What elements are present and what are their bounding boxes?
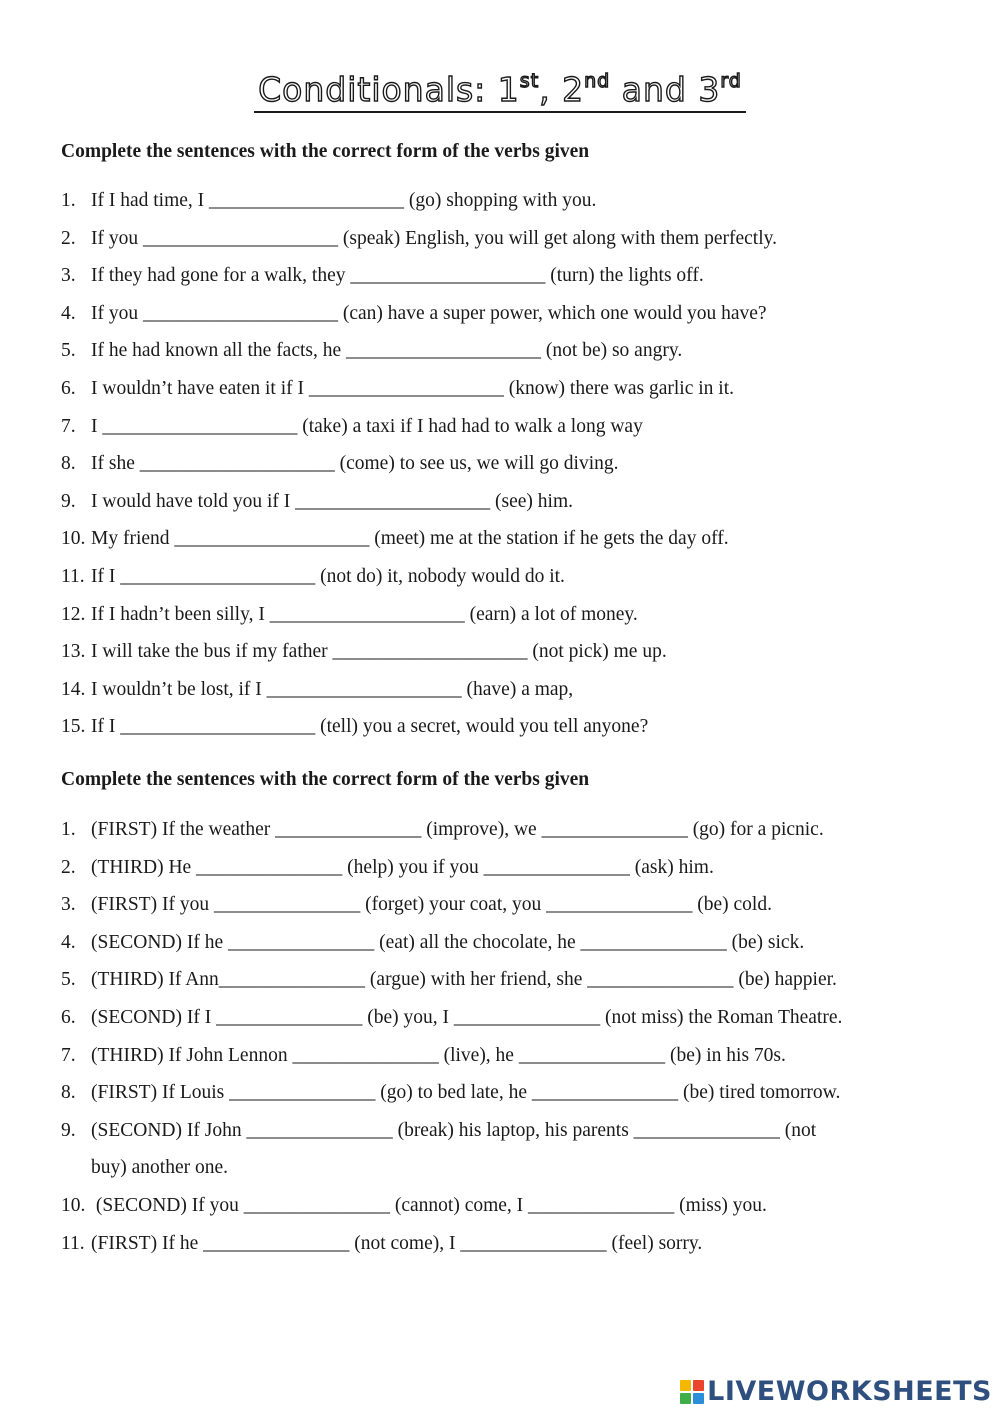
item-sentence: (FIRST) If Louis _______________ (go) to bed late, he _______________ (be) tired tomorrow. <box>91 1082 841 1104</box>
exercise-item <box>61 857 961 895</box>
item-number: 11. <box>61 1232 85 1254</box>
item-sentence: I would have told you if I ____________________ (see) him. <box>91 490 574 512</box>
item-number: 7. <box>61 1044 76 1066</box>
logo-square-1 <box>680 1380 691 1391</box>
logo-text: LIVEWORKSHEETS <box>707 1376 992 1407</box>
exercise-item <box>61 491 961 529</box>
exercise-item <box>61 340 961 378</box>
item-sentence: (FIRST) If the weather _______________ (improve), we _______________ (go) for a picnic. <box>91 819 824 840</box>
section-1-instruction: Complete the sentences with the correct form of the verbs given <box>61 141 590 162</box>
item-number: 10. <box>61 1195 86 1217</box>
item-sentence: I ____________________ (take) a taxi if I had had to walk a long way <box>91 415 643 437</box>
item-number: 12. <box>61 603 86 625</box>
item-number: 1. <box>61 190 76 211</box>
item-number: 4. <box>61 302 76 324</box>
item-number: 4. <box>61 931 76 953</box>
item-number: 1. <box>61 819 76 840</box>
item-number: 3. <box>61 265 76 287</box>
exercise-item <box>61 604 961 642</box>
item-sentence: If I had time, I ____________________ (go) shopping with you. <box>91 190 597 211</box>
exercise-item <box>61 894 961 932</box>
exercise-item <box>61 228 961 266</box>
item-sentence: If he had known all the facts, he ____________________ (not be) so angry. <box>91 340 683 362</box>
item-number: 9. <box>61 490 76 512</box>
exercise-item <box>61 819 961 857</box>
item-sentence: (SECOND) If I _______________ (be) you, I _______________ (not miss) the Roman Theatre. <box>91 1006 843 1028</box>
item-sentence: If you ____________________ (speak) English, you will get along with them perfectly. <box>91 227 777 249</box>
item-sentence: (SECOND) If you _______________ (cannot) come, I _______________ (miss) you. <box>91 1195 767 1217</box>
item-sentence: If you ____________________ (can) have a super power, which one would you have? <box>91 302 767 324</box>
exercise-item <box>61 1233 961 1271</box>
exercise-item <box>61 265 961 303</box>
item-number: 2. <box>61 227 76 249</box>
item-number: 7. <box>61 415 76 437</box>
logo-square-2 <box>693 1380 704 1391</box>
exercise-item <box>61 1045 961 1083</box>
item-sentence: I wouldn’t have eaten it if I ____________________ (know) there was garlic in it. <box>91 377 734 399</box>
exercise-item <box>61 679 961 717</box>
item-sentence: If they had gone for a walk, they ____________________ (turn) the lights off. <box>91 265 704 287</box>
logo-square-4 <box>693 1393 704 1404</box>
item-sentence: (SECOND) If John _______________ (break) his laptop, his parents _______________ (not buy) another one. <box>91 1119 817 1179</box>
item-sentence: (THIRD) He _______________ (help) you if you _______________ (ask) him. <box>91 856 714 878</box>
exercise-item <box>61 716 961 754</box>
exercise-item <box>61 566 961 604</box>
exercise-item <box>61 1120 961 1195</box>
item-number: 13. <box>61 641 86 663</box>
item-number: 9. <box>61 1119 76 1141</box>
exercise-item <box>61 969 961 1007</box>
item-sentence: I will take the bus if my father ____________________ (not pick) me up. <box>91 641 667 663</box>
exercise-item <box>61 932 961 970</box>
item-sentence: (FIRST) If you _______________ (forget) your coat, you _______________ (be) cold. <box>91 894 772 916</box>
exercise-item <box>61 528 961 566</box>
item-number: 8. <box>61 1082 76 1104</box>
exercise-item <box>61 641 961 679</box>
item-sentence: If she ____________________ (come) to see us, we will go diving. <box>91 453 619 475</box>
worksheet-title <box>0 70 1000 113</box>
title-text-3: and 3 <box>610 70 721 109</box>
item-number: 5. <box>61 969 76 991</box>
item-sentence: I wouldn’t be lost, if I ____________________ (have) a map, <box>91 678 574 700</box>
item-sentence: (THIRD) If John Lennon _______________ (live), he _______________ (be) in his 70s. <box>91 1044 786 1066</box>
exercise-item <box>61 190 961 228</box>
exercise-item <box>61 1195 961 1233</box>
item-number: 5. <box>61 340 76 362</box>
item-number: 10. <box>61 528 86 550</box>
exercise-item <box>61 453 961 491</box>
liveworksheets-logo-icon <box>680 1380 704 1404</box>
item-sentence: My friend ____________________ (meet) me at the station if he gets the day off. <box>91 528 729 550</box>
item-number: 15. <box>61 716 86 738</box>
item-number: 2. <box>61 856 76 878</box>
item-number: 14. <box>61 678 86 700</box>
section-1-list <box>61 190 961 754</box>
title-sup-1: st <box>519 70 540 92</box>
exercise-item <box>61 1007 961 1045</box>
item-sentence: (THIRD) If Ann_______________ (argue) with her friend, she _______________ (be) happier. <box>91 969 837 991</box>
exercise-item <box>61 303 961 341</box>
item-number: 6. <box>61 377 76 399</box>
item-sentence: If I ____________________ (tell) you a secret, would you tell anyone? <box>91 716 649 738</box>
item-number: 3. <box>61 894 76 916</box>
item-number: 6. <box>61 1006 76 1028</box>
item-number: 8. <box>61 453 76 475</box>
logo-square-3 <box>680 1393 691 1404</box>
footer-logo[interactable] <box>680 1376 992 1407</box>
section-2-list <box>61 819 961 1270</box>
exercise-item <box>61 416 961 454</box>
title-text-2: , 2 <box>539 70 585 109</box>
item-sentence: (SECOND) If he _______________ (eat) all the chocolate, he _______________ (be) sick. <box>91 931 805 953</box>
item-number: 11. <box>61 565 85 587</box>
title-sup-3: rd <box>720 70 742 92</box>
item-sentence: If I ____________________ (not do) it, nobody would do it. <box>91 565 565 587</box>
title-text: Conditionals: 1 <box>258 70 520 109</box>
section-2-instruction: Complete the sentences with the correct form of the verbs given <box>61 769 590 790</box>
exercise-item <box>61 378 961 416</box>
title-sup-2: nd <box>584 70 611 92</box>
item-sentence: If I hadn’t been silly, I ____________________ (earn) a lot of money. <box>91 603 638 625</box>
item-sentence: (FIRST) If he _______________ (not come), I _______________ (feel) sorry. <box>91 1232 703 1254</box>
